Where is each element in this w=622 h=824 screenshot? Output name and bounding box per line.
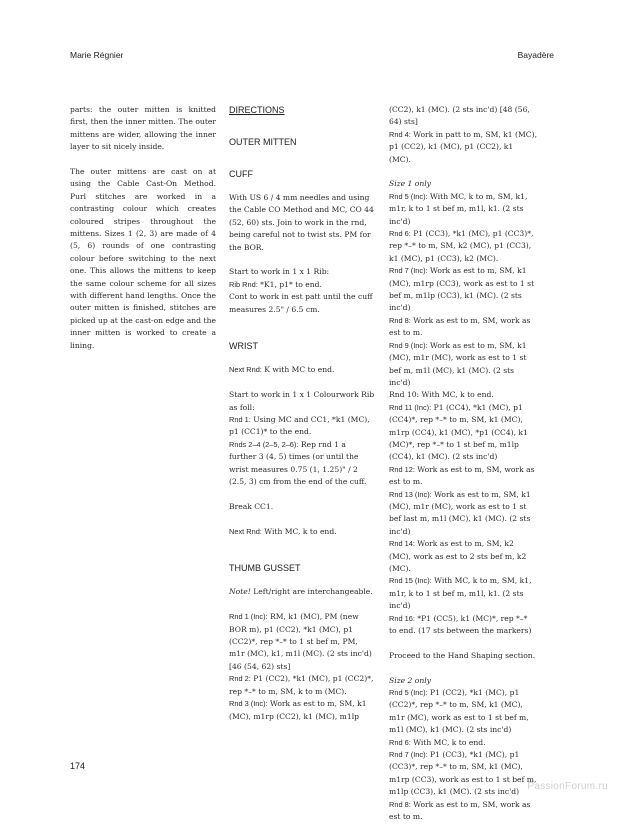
rnd-text: *P1 (CC5), k1 (MC)*, rep *–* to end. (17 sts between the markers) — [389, 613, 532, 636]
rnd-label: Rnd 12: — [389, 464, 415, 474]
proceed-hand-shaping: Proceed to the Hand Shaping section. — [389, 650, 536, 660]
rnd-label: Rnd 3 (Inc): — [229, 699, 268, 709]
rnd-label: Rnd 2: — [229, 674, 251, 684]
rnd-label: Rnd 5 (Inc): — [389, 191, 428, 201]
wrist-rnds-2-4 — [229, 439, 375, 489]
rnd-text: Work as est to m, SM, k1 (MC), m1rp (CC2), k1 (MC), m1lp — [229, 699, 367, 721]
rnd-label: Rnd 16: — [389, 613, 415, 623]
size-2-heading: Size 2 only — [389, 675, 431, 685]
s1-rnd-5 — [389, 191, 537, 228]
rnd-label: Rnd 9 (Inc): — [389, 340, 428, 350]
rib-rnd-label: Rib Rnd: — [229, 279, 258, 289]
rnd-text: Work in patt to m, SM, k1 (MC), p1 (CC2), k1 (MC), p1 (CC2), k1 (MC). — [389, 129, 537, 164]
rnd-text: Work as est to m, SM, k1 (MC), m1r (MC), work as est to 1 st bef m, m1l (MC), k1 (MC). (2 sts inc'd) — [389, 340, 527, 387]
rib-rnd — [229, 279, 375, 291]
s2-rnd-8 — [389, 799, 537, 824]
tg-rnd-2 — [229, 673, 375, 698]
rnd-label: Rnd 1: — [229, 415, 251, 425]
tg-rnd-4 — [389, 129, 537, 166]
rnd-label: Rnd 15 (Inc): — [389, 576, 432, 586]
s2-rnd-6 — [389, 737, 537, 749]
intro-paragraph-1: parts: the outer mitten is knitted first, then the inner mitten. The outer mittens are wider, allowing the inner layer to sit nicely inside. — [70, 105, 216, 152]
s1-rnd-9 — [389, 340, 537, 390]
rnd-text: Rep rnd 1 a further 3 (4, 5) times (or until the wrist measures 0.75 (1, 1.25)" / 2 (2.5, 3) cm from the end of the cuff. — [229, 439, 367, 487]
heading-thumb-gusset: THUMB GUSSET — [229, 563, 301, 574]
note — [229, 586, 375, 598]
column-intro — [70, 104, 216, 365]
rnd-label: Rnd 6: — [389, 229, 411, 239]
next-rnd-text: K with MC to end. — [261, 365, 335, 375]
s1-rnd-8 — [389, 315, 537, 340]
rnd-text: Work as est to m, SM, k1 (MC), m1rp (CC3), work as est to 1 st bef m, m1lp (CC3), k1 (MC). (2 sts inc'd) — [389, 266, 535, 313]
heading-wrist: WRIST — [229, 341, 258, 352]
tg-rnd-1 — [229, 611, 375, 673]
rnd-text: P1 (CC3), *k1 (MC), p1 (CC3)*, rep *–* to m, SM, k1 (MC), m1rp (CC3), work as est to 1 st bef m, m1lp (CC3), k1 (MC). (2 sts inc'd) — [389, 750, 537, 797]
column-sizes — [389, 104, 537, 824]
rnd-text: Work as est to m, SM, work as est to m. — [389, 799, 531, 822]
running-header-title: Bayadère — [517, 50, 554, 60]
note-text: Left/right are interchangeable. — [250, 587, 373, 597]
wrist-intro: Start to work in 1 x 1 Colourwork Rib as foll: — [229, 390, 375, 412]
rnd-label: Rnd 8: — [389, 315, 411, 325]
rnd-text: Work as est to m, SM, k1 (MC), m1r (MC), work as est to 1 st bef last m, m1l (MC), k1 (MC). (2 sts inc'd) — [389, 489, 531, 536]
rnd-text: With MC, k to end. — [410, 737, 486, 747]
rnd-label: Rnds 2–4 (2–5, 2–6): — [229, 439, 299, 449]
wrist-rnd-1 — [229, 414, 375, 439]
rnd-text: With MC, k to m, SM, k1, m1r, k to 1 st bef m, m1l, k1. (2 sts inc'd) — [389, 576, 532, 611]
running-header-author: Marie Régnier — [70, 50, 124, 60]
s1-rnd-7 — [389, 265, 537, 315]
rnd-label: Rnd 7 (Inc): — [389, 266, 428, 276]
rnd-text: P1 (CC4), *k1 (MC), p1 (CC4)*, rep *–* to m, SM, k1 (MC), m1rp (CC4), k1 (MC), *p1 (CC4), k1 (MC)*, rep *–* to 1 st bef m, m1lp (CC4), k1 (MC). (2 sts inc'd) — [389, 402, 528, 462]
rnd-text: Work as est to m, SM, work as est to m. — [389, 464, 535, 487]
rnd-label: Rnd 7 (Inc): — [389, 750, 428, 760]
s1-rnd-15 — [389, 575, 537, 612]
rnd-text: Using MC and CC1, *k1 (MC), p1 (CC1)* to the end. — [229, 415, 370, 437]
rnd-text: P1 (CC2), *k1 (MC), p1 (CC2)*, rep *–* to m, SM, k to m (MC). — [229, 674, 374, 696]
watermark: PassionForum.ru — [527, 781, 608, 792]
s2-rnd-7 — [389, 749, 537, 799]
wrist-next-rnd-1 — [229, 364, 375, 376]
size-1-heading: Size 1 only — [389, 179, 431, 189]
tg-rnd-3 — [229, 698, 375, 723]
cuff-paragraph: With US 6 / 4 mm needles and using the Cable CO Method and MC, CO 44 (52, 60) sts. Join to work in the rnd, being careful not to twist sts. PM for the BOR. — [229, 193, 374, 252]
heading-directions: DIRECTIONS — [229, 105, 285, 115]
rnd-label: Rnd 5 (Inc): — [389, 688, 428, 698]
s2-rnd-5 — [389, 687, 537, 737]
s1-rnd-10: Rnd 10: With MC, k to end. — [389, 390, 494, 400]
s1-rnd-14 — [389, 538, 537, 575]
rnd-label: Rnd 4: — [389, 129, 411, 139]
rnd-text: Work as est to m, SM, work as est to m. — [389, 315, 531, 338]
rnd-label: Rnd 6: — [389, 737, 411, 747]
rnd-label: Rnd 14: — [389, 539, 415, 549]
rnd-text: RM, k1 (MC), PM (new BOR m), p1 (CC2), *k1 (MC), p1 (CC2)*, rep *–* to 1 st bef m, PM, m1r (MC), k1, m1l (MC). (2 sts inc'd) [46 (54, 62) sts] — [229, 612, 372, 671]
s1-rnd-16 — [389, 613, 537, 638]
rnd-label: Rnd 8: — [389, 799, 411, 809]
cuff-continue: Cont to work in est patt until the cuff measures 2.5" / 6.5 cm. — [229, 292, 373, 314]
column-directions — [229, 104, 375, 723]
rnd-label: Rnd 11 (Inc): — [389, 402, 432, 412]
rnd-text: P1 (CC2), *k1 (MC), p1 (CC2)*, rep *–* to m, SM, k1 (MC), m1r (MC), work as est to 1 st bef m, m1l (MC), k1 (MC). (2 sts inc'd) — [389, 688, 529, 735]
note-label: Note! — [229, 587, 251, 597]
rnd-label: Rnd 1 (Inc): — [229, 612, 268, 622]
intro-paragraph-2: The outer mittens are cast on at using the Cable Cast-On Method. Purl stitches are worked in a contrasting colour which creates coloured stripes throughout the mittens. Sizes 1 (2, 3) are made of 4 (5, 6) rounds of one contrasting colour before switching to the next one. This allows the mittens to keep the same colour scheme for all sizes with different hand lengths. Once the outer mitten is finished, stitches are picked up at the cast-on edge and the inner mitten is worked to create a lining. — [70, 167, 216, 350]
next-rnd-label: Next Rnd: — [229, 365, 262, 375]
rib-rnd-text: *K1, p1* to end. — [257, 279, 322, 289]
rnd-text: P1 (CC3), *k1 (MC), p1 (CC3)*, rep *–* to m, SM, k2 (MC), p1 (CC3), k1 (MC), p1 (CC3), k2 (MC). — [389, 229, 534, 263]
s1-rnd-12 — [389, 464, 537, 489]
wrist-next-rnd-2 — [229, 526, 375, 538]
heading-outer-mitten: OUTER MITTEN — [229, 137, 297, 147]
break-cc1: Break CC1. — [229, 501, 274, 511]
s1-rnd-13 — [389, 489, 537, 539]
rib-intro: Start to work in 1 x 1 Rib: — [229, 267, 330, 277]
page-number: 174 — [70, 761, 86, 771]
s1-rnd-11 — [389, 402, 537, 464]
next-rnd-label: Next Rnd: — [229, 526, 262, 536]
tg-rnd-3-continued: (CC2), k1 (MC). (2 sts inc'd) [48 (56, 64) sts] — [389, 105, 530, 127]
rnd-text: With MC, k to m, SM, k1, m1r, k to 1 st bef m, m1l, k1. (2 sts inc'd) — [389, 191, 528, 226]
s1-rnd-6 — [389, 228, 537, 265]
rnd-label: Rnd 13 (Inc): — [389, 489, 432, 499]
heading-cuff: CUFF — [229, 169, 253, 179]
rnd-text: Work as est to m, SM, k2 (MC), work as est to 2 sts bef m, k2 (MC). — [389, 539, 527, 574]
next-rnd-text: With MC, k to end. — [261, 526, 337, 536]
